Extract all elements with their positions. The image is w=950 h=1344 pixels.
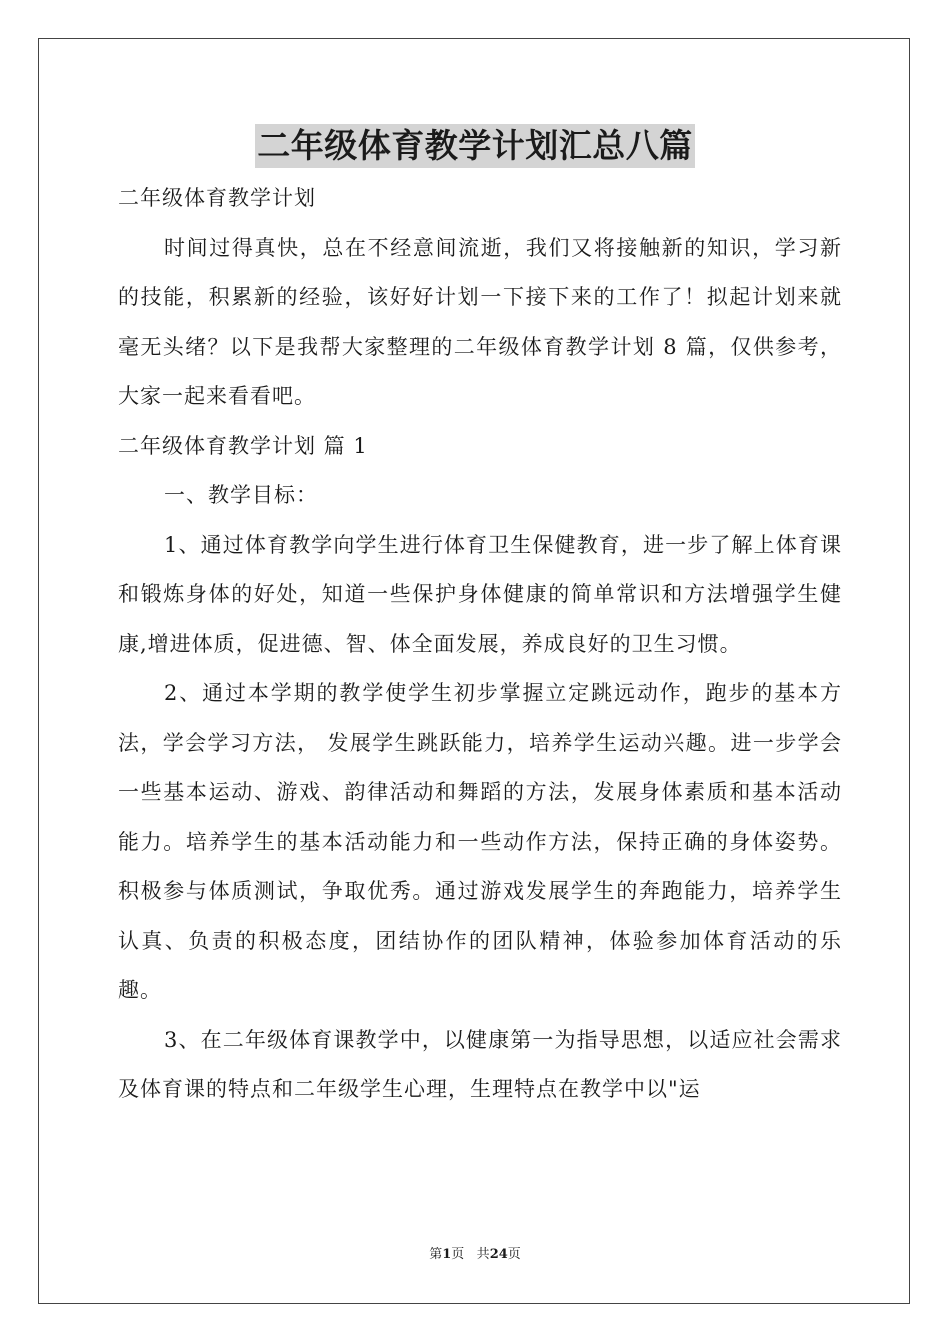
- total-pages-number: 24: [489, 1247, 508, 1262]
- footer-prefix: 第: [429, 1247, 443, 1262]
- paragraph: 一、教学目标：: [164, 483, 318, 507]
- footer-page-word: 页: [451, 1247, 465, 1262]
- current-page-number: 1: [442, 1247, 452, 1262]
- page-footer: [0, 1246, 950, 1264]
- document-title: 二年级体育教学计划汇总八篇: [255, 124, 695, 168]
- paragraph: 1、通过体育教学向学生进行体育卫生保健教育，进一步了解上体育课和锻炼身体的好处，知道一些保护身体健康的简单常识和方法增强学生健康,增进体质，促进德、智、体全面发展，养成良好的卫生习惯。: [118, 532, 842, 656]
- title-container: [0, 124, 950, 168]
- footer-total-suffix: 页: [507, 1247, 521, 1262]
- paragraph: 2、通过本学期的教学使学生初步掌握立定跳远动作，跑步的基本方法，学会学习方法， 发展学生跳跃能力，培养学生运动兴趣。进一步学会一些基本运动、游戏、韵律活动和舞蹈的方法，发展身体素质和基本活动能力。培养学生的基本活动能力和一些动作方法，保持正确的身体姿势。积极参与体质测试，争取优秀。通过游戏发展学生的奔跑能力，培养学生认真、负责的积极态度，团结协作的团队精神，体验参加体育活动的乐趣。: [118, 681, 842, 1002]
- paragraph: 3、在二年级体育课教学中，以健康第一为指导思想，以适应社会需求及体育课的特点和二年级学生心理，生理特点在教学中以"运: [118, 1027, 842, 1101]
- paragraph: 时间过得真快，总在不经意间流逝，我们又将接触新的知识，学习新的技能，积累新的经验，该好好计划一下接下来的工作了！拟起计划来就毫无头绪？以下是我帮大家整理的二年级体育教学计划 8 篇，仅供参考，大家一起来看看吧。: [118, 235, 842, 408]
- document-body: [118, 174, 842, 1115]
- section-heading: 二年级体育教学计划 篇 1: [118, 433, 368, 458]
- paragraph: 二年级体育教学计划: [118, 186, 316, 210]
- footer-total-prefix: 共: [476, 1247, 490, 1262]
